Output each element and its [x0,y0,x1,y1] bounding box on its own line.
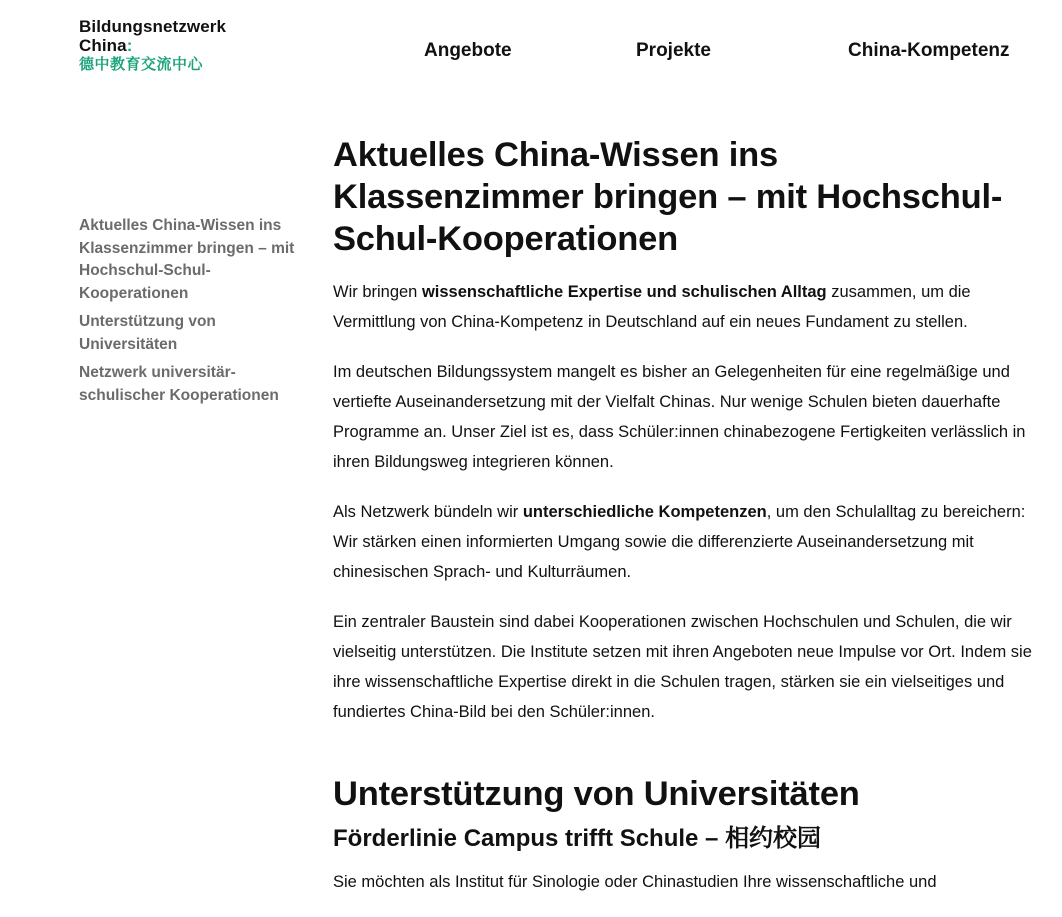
page-title: Aktuelles China-Wissen ins Klassenzimmer bringen – mit Hochschul-Schul-Kooperationen [333,136,1003,258]
intro-text-bold: wissenschaftliche Expertise und schulischen Alltag [421,283,827,301]
logo-wordmark-line2 [79,36,226,55]
logo-china-text: China [79,36,127,55]
logo-chinese-text: 德中教育交流中心 [79,55,204,73]
intro-text-a: Wir bringen [333,283,422,301]
paragraph-kooperationen: Ein zentraler Baustein sind dabei Kooperationen zwischen Hochschulen und Schulen, die wir vielseitig unterstützen. Die Institute setzen mit ihren Angeboten neue Impulse vor Ort. Indem sie ihre wissenschaftliche Expertise direkt in die Schulen tragen, stärken sie ein vielseitiges und fundiertes China-Bild bei den Schüler:innen. [333,613,1032,721]
table-of-contents [79,215,299,413]
toc-item-unterstuetzung[interactable]: Unterstützung von Universitäten [79,313,216,353]
toc-item-netzwerk[interactable]: Netzwerk universitär-schulischer Kooperationen [79,364,279,404]
netzwerk-text-c: , um den Schulalltag zu bereichern: Wir stärken einen informierten Umgang sowie die differenzierte Auseinandersetzung mit chinesischen Sprach- und Kulturräumen. [333,503,1026,581]
nav-projekte[interactable]: Projekte [636,40,711,61]
site-logo[interactable] [79,17,226,74]
logo-colon-mark: : [126,36,133,55]
section-heading-unterstuetzung: Unterstützung von Universitäten [333,775,860,813]
nav-china-kompetenz[interactable]: China-Kompetenz [848,40,1010,61]
netzwerk-text-a: Als Netzwerk bündeln wir [333,503,523,521]
subsection-heading-foerderlinie: Förderlinie Campus trifft Schule – 相约校园 [333,825,822,852]
main-content [333,134,1033,917]
paragraph-netzwerk [333,497,1033,587]
nav-angebote[interactable]: Angebote [424,40,512,61]
logo-wordmark-line1: Bildungsnetzwerk [79,17,227,36]
netzwerk-text-bold: unterschiedliche Kompetenzen [522,503,767,521]
paragraph-bildungssystem: Im deutschen Bildungssystem mangelt es bisher an Gelegenheiten für eine regelmäßige und vertiefte Auseinandersetzung mit der Vielfalt Chinas. Nur wenige Schulen bieten dauerhafte Programme an. Unser Ziel ist es, dass Schüler:innen chinabezogene Fertigkeiten verlässlich in ihren Bildungsweg integrieren können. [333,363,1026,471]
intro-paragraph [333,277,1033,337]
paragraph-foerderlinie: Sie möchten als Institut für Sinologie oder Chinastudien Ihre wissenschaftliche und [333,873,937,891]
intro-text-c: zusammen, um die Vermittlung von China-Kompetenz in Deutschland auf ein neues Fundament zu stellen. [333,283,971,331]
toc-item-china-wissen[interactable]: Aktuelles China-Wissen ins Klassenzimmer bringen – mit Hochschul-Schul-Kooperationen [79,217,295,302]
